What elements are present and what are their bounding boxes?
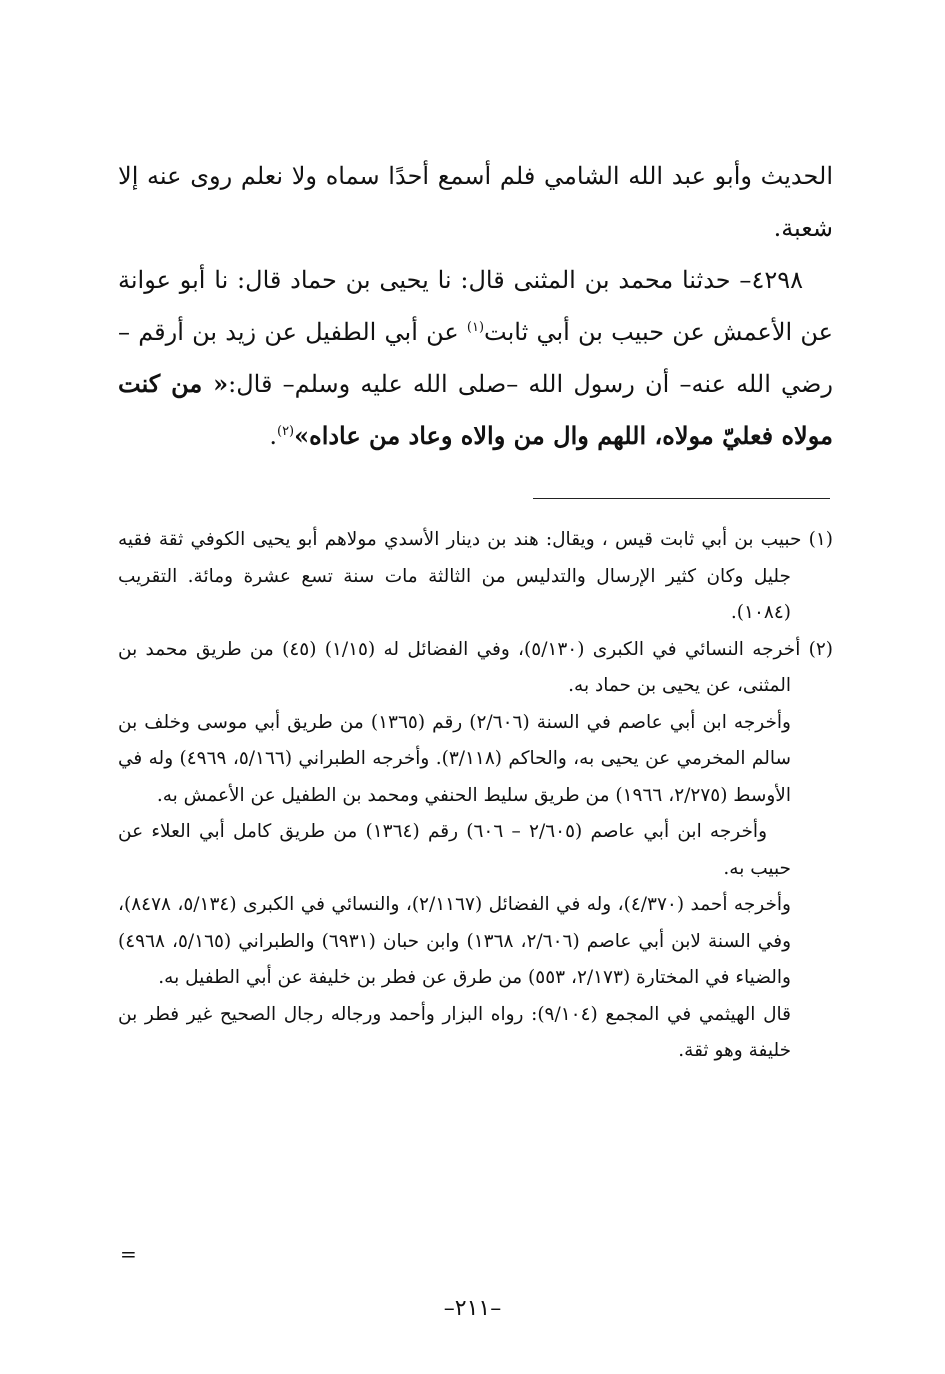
quote-open-mark: « bbox=[202, 369, 229, 398]
footnote-ref-1: (١) bbox=[466, 320, 485, 335]
quote-close-mark: » bbox=[294, 421, 310, 450]
continuation-mark: = bbox=[120, 1242, 137, 1266]
hadith-quote: من كنت مولاه فعليّ مولاه، اللهم وال من والاه وعاد من عاداه bbox=[118, 369, 833, 450]
intro-paragraph: الحديث وأبو عبد الله الشامي فلم أسمع أحدًا سماه ولا نعلم روى عنه إلا شعبة. bbox=[118, 162, 833, 242]
footnote-2: (٢) أخرجه النسائي في الكبرى (٥/١٣٠)، وفي الفضائل له (١/١٥) (٤٥) من طريق محمد بن المثنى، عن يحيى بن حماد به. bbox=[118, 638, 833, 696]
footnote-2-continuation: وأخرجه ابن أبي عاصم في السنة (٢/٦٠٦) رقم (١٣٦٥) من طريق أبي موسى وخلف بن سالم المخرمي عن يحيى به، والحاكم (٣/١١٨). وأخرجه الطبراني (٥/١٦٦، ٤٩٦٩) وله في الأوسط (٢/٢٧٥، ١٩٦٦) من طريق سليط الحنفي ومحمد بن الطفيل عن الأعمش به. bbox=[118, 711, 791, 806]
page-number: –٢١١– bbox=[443, 1296, 502, 1321]
main-text bbox=[118, 150, 833, 462]
footnote-2-continuation: وأخرجه ابن أبي عاصم (٢/٦٠٥ – ٦٠٦) رقم (١٣٦٤) من طريق كامل أبي العلاء عن حبيب به. bbox=[118, 821, 791, 879]
footnote-2-continuation: وأخرجه أحمد (٤/٣٧٠)، وله في الفضائل (٢/١١٦٧)، والنسائي في الكبرى (٥/١٣٤، ٨٤٧٨)، وفي السنة لابن أبي عاصم (٢/٦٠٦، ١٣٦٨) وابن حبان (٦٩٣١) والطبراني (٥/١٦٥، ٤٩٦٨) والضياء في المختارة (٢/١٧٣، ٥٥٣) من طرق عن فطر بن خليفة عن أبي الطفيل به. bbox=[118, 894, 792, 988]
footnote-2-continuation: قال الهيثمي في المجمع (٩/١٠٤): رواه البزار وأحمد ورجاله رجال الصحيح غير فطر بن خليفة وهو ثقة. bbox=[118, 1003, 791, 1061]
footnotes-section bbox=[118, 522, 833, 1070]
footnote-separator bbox=[533, 498, 830, 499]
hadith-isnad-part-2: عن أبي الطفيل عن زيد بن أرقم –رضي الله عنه– أن رسول الله –صلى الله عليه وسلم– قال: bbox=[118, 318, 833, 398]
footnote-1: (١) حبيب بن أبي ثابت قيس ، ويقال: هند بن دينار الأسدي مولاهم أبو يحيى الكوفي ثقة فقيه جليل وكان كثير الإرسال والتدليس من الثالثة مات سنة تسع عشرة ومائة. التقريب (١٠٨٤). bbox=[118, 529, 833, 623]
hadith-number: ٤٢٩٨ bbox=[751, 266, 803, 294]
trailing-dot: . bbox=[269, 422, 277, 450]
footnote-ref-2: (٢) bbox=[276, 424, 295, 439]
hadith-isnad-part-1: – حدثنا محمد بن المثنى قال: نا يحيى بن حماد قال: نا أبو عوانة عن الأعمش عن حبيب بن أبي ثابت bbox=[118, 266, 833, 346]
hadith-paragraph bbox=[118, 254, 833, 462]
